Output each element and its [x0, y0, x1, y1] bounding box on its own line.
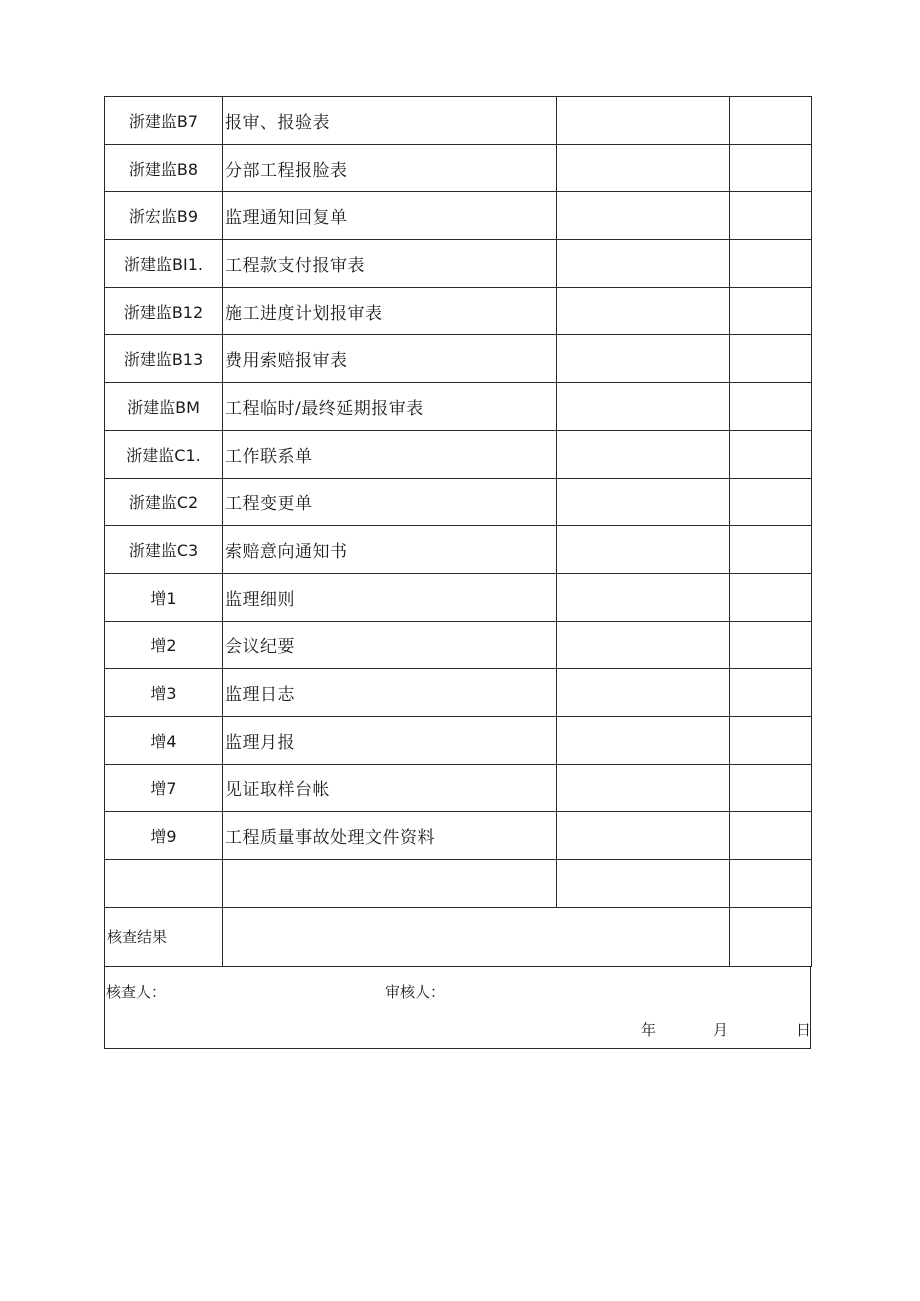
doc-code-cell: 浙建监B7 — [105, 97, 223, 145]
month-label: 月 — [713, 1020, 729, 1039]
document-checklist-table — [104, 96, 812, 967]
doc-name-cell: 监理细则 — [223, 573, 557, 621]
doc-name-cell: 报审、报验表 — [223, 97, 557, 145]
doc-code-cell: 增1 — [105, 573, 223, 621]
blank-cell — [557, 669, 730, 717]
table-row — [105, 97, 812, 145]
doc-name-cell: 监理通知回复单 — [223, 192, 557, 240]
table-row — [105, 430, 812, 478]
blank-cell — [557, 764, 730, 812]
blank-cell — [730, 812, 812, 860]
doc-name-cell: 会议纪要 — [223, 621, 557, 669]
blank-cell — [557, 526, 730, 574]
table-row — [105, 573, 812, 621]
doc-name-cell — [223, 860, 557, 908]
blank-cell — [557, 621, 730, 669]
result-row — [105, 907, 812, 966]
doc-name-cell: 监理月报 — [223, 716, 557, 764]
blank-cell — [730, 144, 812, 192]
blank-cell — [730, 430, 812, 478]
doc-code-cell: 增9 — [105, 812, 223, 860]
table-row — [105, 812, 812, 860]
doc-code-cell: 增4 — [105, 716, 223, 764]
blank-cell — [557, 812, 730, 860]
table-row — [105, 192, 812, 240]
blank-cell — [557, 287, 730, 335]
doc-code-cell: 浙建监BM — [105, 383, 223, 431]
doc-code-cell: 浙建监B12 — [105, 287, 223, 335]
day-label: 日 — [796, 1020, 812, 1039]
blank-cell — [730, 287, 812, 335]
blank-cell — [730, 621, 812, 669]
blank-cell — [730, 383, 812, 431]
blank-cell — [730, 860, 812, 908]
signature-area — [104, 967, 811, 1049]
result-value-cell — [223, 907, 730, 966]
table-row — [105, 335, 812, 383]
doc-code-cell: 浙宏监B9 — [105, 192, 223, 240]
blank-cell — [730, 526, 812, 574]
table-row — [105, 287, 812, 335]
table-row — [105, 526, 812, 574]
doc-name-cell: 施工进度计划报审表 — [223, 287, 557, 335]
doc-code-cell: 浙建监C1. — [105, 430, 223, 478]
year-label: 年 — [641, 1020, 657, 1039]
doc-name-cell: 监理日志 — [223, 669, 557, 717]
doc-code-cell: 增3 — [105, 669, 223, 717]
blank-cell — [557, 192, 730, 240]
doc-name-cell: 工程款支付报审表 — [223, 240, 557, 288]
result-extra-cell — [730, 907, 812, 966]
blank-cell — [557, 240, 730, 288]
blank-cell — [557, 716, 730, 764]
blank-cell — [557, 573, 730, 621]
document-sheet — [104, 96, 811, 1049]
doc-name-cell: 工程变更单 — [223, 478, 557, 526]
table-row — [105, 621, 812, 669]
doc-code-cell — [105, 860, 223, 908]
table-row — [105, 383, 812, 431]
blank-cell — [730, 716, 812, 764]
doc-name-cell: 工程质量事故处理文件资料 — [223, 812, 557, 860]
doc-name-cell: 工程临时/最终延期报审表 — [223, 383, 557, 431]
doc-code-cell: 增2 — [105, 621, 223, 669]
checker-label: 核查人： — [106, 982, 167, 1001]
table-row — [105, 144, 812, 192]
table-row — [105, 860, 812, 908]
doc-name-cell: 工作联系单 — [223, 430, 557, 478]
doc-name-cell: 费用索赔报审表 — [223, 335, 557, 383]
reviewer-label: 审核人： — [385, 982, 446, 1001]
table-row — [105, 240, 812, 288]
blank-cell — [557, 335, 730, 383]
blank-cell — [557, 97, 730, 145]
table-row — [105, 669, 812, 717]
doc-code-cell: 浙建监C2 — [105, 478, 223, 526]
blank-cell — [557, 478, 730, 526]
blank-cell — [730, 240, 812, 288]
blank-cell — [557, 144, 730, 192]
table-row — [105, 716, 812, 764]
doc-name-cell: 见证取样台帐 — [223, 764, 557, 812]
result-label: 核查结果 — [105, 907, 223, 966]
table-row — [105, 764, 812, 812]
doc-code-cell: 浙建监BI1. — [105, 240, 223, 288]
blank-cell — [557, 430, 730, 478]
doc-name-cell: 分部工程报脸表 — [223, 144, 557, 192]
doc-code-cell: 浙建监B8 — [105, 144, 223, 192]
doc-code-cell: 浙建监C3 — [105, 526, 223, 574]
doc-name-cell: 索赔意向通知书 — [223, 526, 557, 574]
blank-cell — [730, 764, 812, 812]
blank-cell — [730, 97, 812, 145]
blank-cell — [730, 335, 812, 383]
blank-cell — [557, 860, 730, 908]
blank-cell — [557, 383, 730, 431]
blank-cell — [730, 478, 812, 526]
blank-cell — [730, 669, 812, 717]
blank-cell — [730, 573, 812, 621]
blank-cell — [730, 192, 812, 240]
doc-code-cell: 浙建监B13 — [105, 335, 223, 383]
checklist-rows — [105, 97, 812, 908]
doc-code-cell: 增7 — [105, 764, 223, 812]
table-row — [105, 478, 812, 526]
